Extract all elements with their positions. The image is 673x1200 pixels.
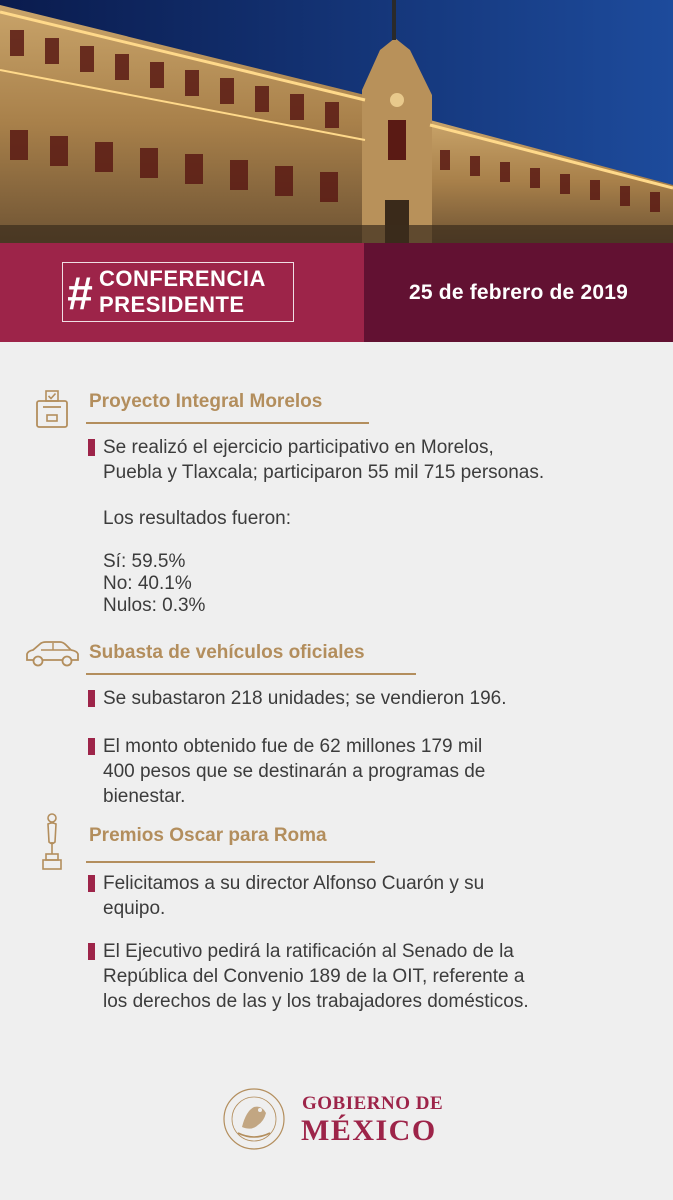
gobierno-de-mexico-logo: [220, 1085, 460, 1155]
mexico-text: MÉXICO: [301, 1114, 437, 1147]
results-list: [103, 551, 205, 617]
car-icon: [24, 640, 80, 673]
section-divider: [86, 422, 369, 424]
hashtag-box: [62, 262, 294, 322]
bullet-line: los derechos de las y los trabajadores domésticos.: [103, 991, 529, 1012]
hero-photo-palacio-nacional: [0, 0, 673, 243]
gobierno-de-text: GOBIERNO DE: [302, 1093, 444, 1114]
bullet-marker: [88, 738, 95, 755]
bullet-item: [103, 686, 663, 711]
bullet-item: [103, 939, 663, 1014]
bullet-marker: [88, 875, 95, 892]
conference-date: 25 de febrero de 2019: [409, 280, 628, 304]
bullet-line: Felicitamos a su director Alfonso Cuarón y su: [103, 873, 485, 894]
bullet-line: equipo.: [103, 898, 166, 919]
section-divider: [86, 673, 416, 675]
section-divider: [86, 861, 375, 863]
hashtag-symbol: #: [67, 267, 93, 319]
bullet-line: bienestar.: [103, 786, 186, 807]
bullet-line: Se realizó el ejercicio participativo en Morelos,: [103, 437, 494, 458]
section-title: Subasta de vehículos oficiales: [89, 642, 365, 663]
bullet-item: [103, 435, 663, 485]
bullet-line: Se subastaron 218 unidades; se vendieron 196.: [103, 688, 507, 709]
palace-illustration: [0, 0, 673, 243]
date-panel: [364, 243, 673, 342]
bullet-item: [103, 734, 663, 809]
hashtag-line-1: CONFERENCIA: [99, 266, 266, 291]
hashtag-line-2: PRESIDENTE: [99, 292, 245, 317]
bullet-line: El monto obtenido fue de 62 millones 179 mil: [103, 736, 483, 757]
bullet-item: [103, 871, 663, 921]
bullet-marker: [88, 690, 95, 707]
bullet-line: 400 pesos que se destinarán a programas de: [103, 761, 486, 782]
results-label: [103, 508, 291, 530]
result-nulos: Nulos: 0.3%: [103, 595, 206, 616]
section-title: Proyecto Integral Morelos: [89, 391, 323, 412]
results-label-text: Los resultados fueron:: [103, 508, 292, 529]
section-title: Premios Oscar para Roma: [89, 825, 327, 846]
bullet-marker: [88, 439, 95, 456]
bullet-line: El Ejecutivo pedirá la ratificación al Senado de la: [103, 941, 514, 962]
result-si: Sí: 59.5%: [103, 551, 186, 572]
mexico-coat-of-arms-seal-icon: [220, 1085, 288, 1158]
hashtag-panel: [0, 243, 364, 342]
bullet-line: República del Convenio 189 de la OIT, referente a: [103, 966, 525, 987]
header-band: [0, 243, 673, 342]
result-no: No: 40.1%: [103, 573, 192, 594]
oscar-statuette-icon: [40, 812, 64, 877]
bullet-line: Puebla y Tlaxcala; participaron 55 mil 715 personas.: [103, 462, 545, 483]
bullet-marker: [88, 943, 95, 960]
ballot-box-icon: [34, 389, 70, 434]
